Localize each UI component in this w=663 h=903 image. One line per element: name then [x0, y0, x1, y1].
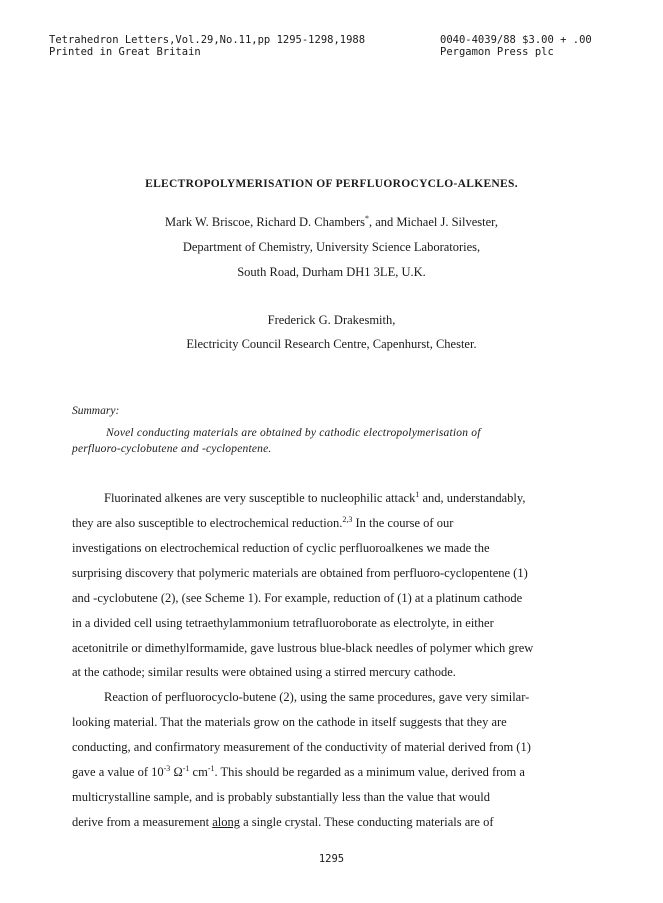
authors-part-a: Mark W. Briscoe, Richard D. Chambers	[165, 215, 365, 229]
body-line: looking material. That the materials grow on the cathode in itself suggests that they are	[72, 715, 507, 729]
page-number: 1295	[318, 853, 345, 865]
second-author: Frederick G. Drakesmith,	[267, 313, 396, 327]
body-line	[72, 765, 525, 780]
body-line	[72, 815, 494, 830]
body-line: at the cathode; similar results were obtained using a stirred mercury cathode.	[72, 665, 456, 679]
summary-label: Summary:	[72, 405, 120, 417]
body-line	[72, 516, 453, 531]
body-line: investigations on electrochemical reduction of cyclic perfluoroalkenes we made the	[72, 541, 490, 555]
reference-superscript: 2,3	[342, 515, 353, 524]
exponent-superscript: -1	[182, 764, 190, 773]
text-run: . This should be regarded as a minimum value, derived from a	[214, 765, 525, 779]
affiliation-1-line-1: Department of Chemistry, University Science Laboratories,	[182, 240, 481, 254]
body-line: Reaction of perfluorocyclo-butene (2), using the same procedures, gave very similar-	[104, 690, 530, 704]
body-line: conducting, and confirmatory measurement of the conductivity of material derived from (1)	[72, 740, 531, 754]
text-run: derive from a measurement	[72, 815, 213, 829]
price-block	[440, 34, 592, 58]
summary-text	[72, 425, 592, 457]
authors-line	[0, 215, 663, 230]
text-run: they are also susceptible to electrochemical reduction.	[72, 516, 343, 530]
text-run: Fluorinated alkenes are very susceptible to nucleophilic attack	[104, 491, 416, 505]
article-title: ELECTROPOLYMERISATION OF PERFLUOROCYCLO-ALKENES.	[145, 178, 518, 190]
citation-line: Tetrahedron Letters,Vol.29,No.11,pp 1295-1298,1988	[49, 34, 366, 46]
exponent-superscript: -3	[163, 764, 171, 773]
authors-part-b: , and Michael J. Silvester,	[368, 215, 498, 229]
text-run: In the course of our	[352, 516, 454, 530]
body-line: and -cyclobutene (2), (see Scheme 1). For example, reduction of (1) at a platinum cathode	[72, 591, 523, 605]
printed-line: Printed in Great Britain	[49, 46, 201, 58]
body-line: surprising discovery that polymeric materials are obtained from perfluoro-cyclopentene (1)	[72, 566, 528, 580]
issn-price-line: 0040-4039/88 $3.00 + .00	[440, 34, 592, 46]
body-line: multicrystalline sample, and is probably substantially less than the value that would	[72, 790, 490, 804]
body-line: in a divided cell using tetraethylammonium tetrafluoroborate as electrolyte, in either	[72, 616, 494, 630]
body-line: acetonitrile or dimethylformamide, gave lustrous blue-black needles of polymer which grew	[72, 641, 534, 655]
text-run: Ω	[170, 765, 183, 779]
exponent-superscript: -1	[207, 764, 215, 773]
text-run: cm	[189, 765, 208, 779]
corresponding-author-star: *	[364, 214, 369, 223]
text-run: a single crystal. These conducting materials are of	[240, 815, 494, 829]
text-run: gave a value of 10	[72, 765, 164, 779]
affiliation-1-line-2: South Road, Durham DH1 3LE, U.K.	[237, 265, 426, 279]
reference-superscript: 1	[415, 490, 420, 499]
journal-citation	[49, 34, 365, 58]
underlined-word: along	[212, 815, 240, 829]
text-run: and, understandably,	[419, 491, 526, 505]
body-line	[104, 491, 525, 506]
summary-line-2: perfluoro-cyclobutene and -cyclopentene.	[72, 443, 272, 455]
publisher-line: Pergamon Press plc	[440, 46, 554, 58]
affiliation-2: Electricity Council Research Centre, Capenhurst, Chester.	[186, 337, 477, 351]
summary-line-1: Novel conducting materials are obtained by cathodic electropolymerisation of	[106, 427, 481, 439]
